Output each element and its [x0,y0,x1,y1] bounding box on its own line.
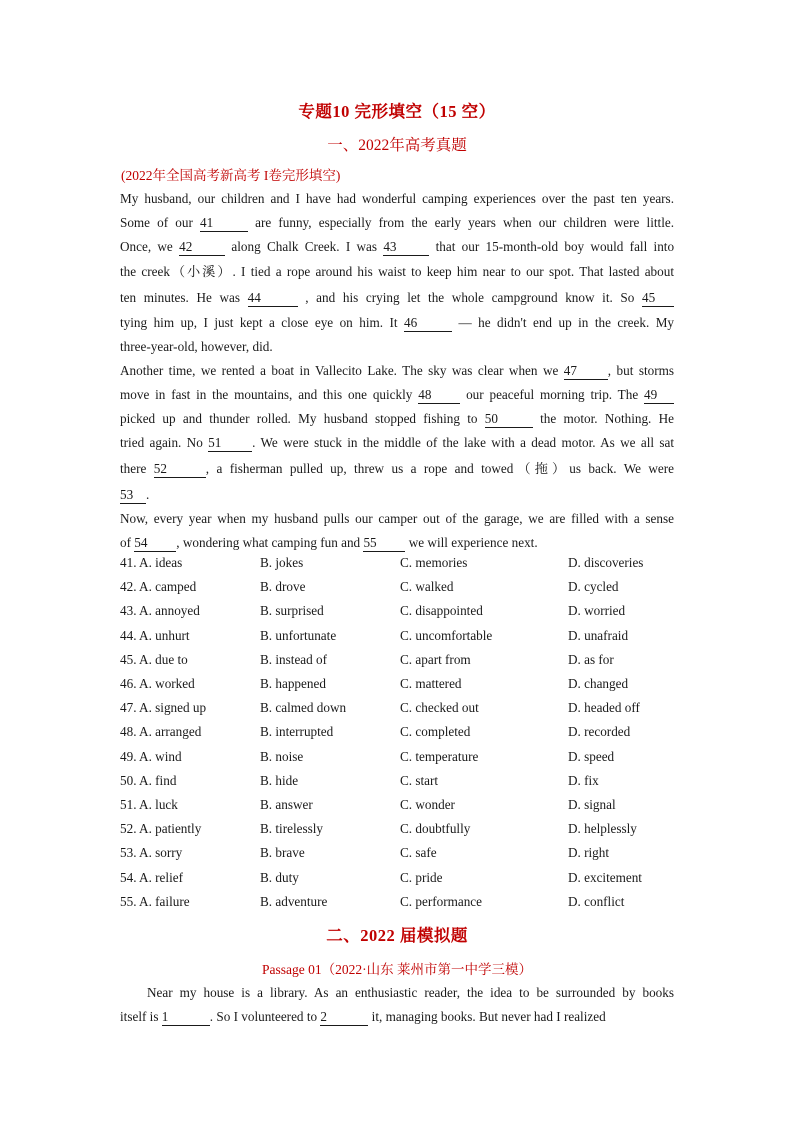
option-choice-d[interactable]: D. excitement [568,869,642,885]
option-choice-d[interactable]: D. discoveries [568,555,644,570]
page-title: 专题10 完形填空（15 空） [298,102,496,121]
option-choice-c[interactable]: C. wonder [400,797,455,812]
section-heading-mock-exam: 二、2022 届模拟题 [326,926,468,945]
option-choice-a[interactable]: 42. A. camped [120,579,197,595]
option-choice-b[interactable]: B. brave [260,845,305,861]
text-span: three-year-old, however, did. [120,339,273,354]
option-choice-c[interactable]: C. apart from [400,651,471,667]
text-span: My husband, our children and I have had wonderful camping experiences over the past ten years. [120,191,674,206]
option-row [120,652,680,676]
option-choice-c[interactable]: C. performance [400,893,483,909]
paragraph-line [120,483,674,508]
text-span: the creek（小溪）. I tied a rope around his waist to keep him near to our spot. That lasted about [120,264,674,279]
option-choice-d[interactable]: D. headed off [568,700,640,716]
option-choice-d[interactable]: D. helplessly [568,821,637,837]
option-choice-c[interactable]: C. uncomfortable [400,627,493,643]
paragraph-line [120,1005,674,1030]
option-choice-d[interactable]: D. conflict [568,893,625,909]
option-choice-d[interactable]: D. recorded [568,724,631,740]
option-choice-b[interactable]: B. interrupted [260,724,334,740]
paragraph-line [120,457,674,482]
paragraph-line [120,383,674,408]
text-span: Near my house is a library. As an enthusiastic reader, the idea to be surrounded by books [147,985,674,1000]
text-span: , and his crying let the whole campground know it. So [305,290,635,305]
option-choice-b[interactable]: B. tirelessly [260,821,324,837]
option-choice-c[interactable]: C. start [400,772,439,788]
option-choice-a[interactable]: 46. A. worked [120,676,195,691]
option-choice-a[interactable]: 45. A. due to [120,651,188,667]
option-row [120,797,680,821]
option-row [120,845,680,869]
paragraph-line [120,507,674,532]
option-choice-b[interactable]: B. instead of [260,651,328,667]
blank-42[interactable]: 42 [179,239,225,256]
option-row [120,749,680,773]
option-choice-a[interactable]: 52. A. patiently [120,821,202,837]
paragraph-line [120,187,674,212]
text-span: tried again. No [120,435,203,450]
option-choice-a[interactable]: 43. A. annoyed [120,603,200,619]
blank-54[interactable]: 54 [134,535,176,552]
text-span: we will experience next. [408,535,538,550]
option-row [120,821,680,845]
option-row [120,894,680,918]
option-choice-a[interactable]: 49. A. wind [120,748,182,764]
blank-44[interactable]: 44 [248,290,298,307]
text-span: . We were stuck in the middle of the lake with a dead motor. As we all sat [252,435,675,450]
paragraph-line [120,531,674,556]
option-choice-a[interactable]: 53. A. sorry [120,845,183,861]
text-span: Some of our [120,215,193,230]
blank-45[interactable]: 45 [642,290,674,307]
option-choice-b[interactable]: B. calmed down [260,700,347,716]
blank-51[interactable]: 51 [208,435,252,452]
text-span: Once, we [120,239,173,254]
text-span: Now, every year when my husband pulls our camper out of the garage, we are filled with a sense [120,511,674,526]
text-span: our peaceful morning trip. The [466,387,639,402]
option-choice-d[interactable]: D. cycled [568,579,619,595]
section-heading-real-exam: 一、2022年高考真题 [327,137,467,154]
option-choice-b[interactable]: B. surprised [260,603,324,619]
option-choice-b[interactable]: B. adventure [260,893,328,909]
text-span: there [120,461,147,476]
blank-41[interactable]: 41 [200,215,248,232]
paragraph-line [120,311,674,336]
text-span: that our 15-month-old boy would fall into [435,239,675,254]
text-span: — he didn't end up in the creek. My [458,315,675,330]
option-row [120,628,680,652]
blank-48[interactable]: 48 [418,387,460,404]
text-span: Another time, we rented a boat in Vallecito Lake. The sky was clear when we [120,363,559,378]
paragraph-line [120,335,674,360]
option-row [120,676,680,700]
option-choice-c[interactable]: C. mattered [400,676,462,691]
option-row [120,724,680,748]
option-choice-c[interactable]: C. temperature [400,748,479,764]
blank-46[interactable]: 46 [404,315,452,332]
blank-49[interactable]: 49 [644,387,674,404]
option-choice-c[interactable]: C. memories [400,555,468,570]
paragraph-line [120,260,674,285]
option-row [120,700,680,724]
paragraph-line [120,431,674,456]
option-choice-d[interactable]: D. worried [568,603,626,619]
blank-55[interactable]: 55 [363,535,405,552]
exam-source-label: (2022年全国高考新高考 I卷完形填空) [121,168,341,183]
passage-source-label: Passage 01（2022·山东 莱州市第一中学三模） [262,962,532,977]
option-choice-c[interactable]: C. disappointed [400,603,483,619]
option-choice-b[interactable]: B. unfortunate [260,627,337,643]
option-choice-a[interactable]: 41. A. ideas [120,555,183,570]
option-row [120,773,680,797]
paragraph-line [120,286,674,311]
option-choice-a[interactable]: 44. A. unhurt [120,627,190,643]
blank-52[interactable]: 52 [154,461,206,478]
option-choice-c[interactable]: C. walked [400,579,454,595]
text-span: ten minutes. He was [120,290,240,305]
text-span: , but storms [607,363,674,378]
option-choice-a[interactable]: 48. A. arranged [120,724,202,740]
text-span: are funny, especially from the early years when our children were little. [255,215,675,230]
option-choice-b[interactable]: B. drove [260,579,306,595]
paragraph-line [120,981,674,1006]
option-choice-d[interactable]: D. changed [568,676,629,691]
text-span: it, managing books. But never had I realized [371,1009,606,1024]
text-span: move in fast in the mountains, and this one quickly [120,387,413,402]
option-choice-b[interactable]: B. duty [260,869,299,885]
option-choice-d[interactable]: D. speed [568,748,615,764]
text-span: picked up and thunder rolled. My husband stopped fishing to [120,411,478,426]
option-row [120,579,680,603]
text-span: . So I volunteered to [209,1009,318,1024]
option-choice-b[interactable]: B. noise [260,748,304,764]
blank-43[interactable]: 43 [383,239,429,256]
text-span: , a fisherman pulled up, threw us a rope and towed（拖）us back. We were [205,461,675,476]
blank-53[interactable]: 53 [120,487,146,504]
paragraph-line [120,211,674,236]
option-choice-a[interactable]: 54. A. relief [120,869,183,885]
option-choice-a[interactable]: 55. A. failure [120,893,190,909]
option-choice-d[interactable]: D. unafraid [568,627,629,643]
text-span: the motor. Nothing. He [540,411,675,426]
option-choice-c[interactable]: C. pride [400,869,443,885]
paragraph-line [120,235,674,260]
option-choice-d[interactable]: D. right [568,845,610,861]
text-span: itself is [120,1009,159,1024]
option-choice-b[interactable]: B. hide [260,772,299,788]
option-choice-a[interactable]: 50. A. find [120,772,177,788]
text-span: , wondering what camping fun and [176,535,361,550]
option-choice-d[interactable]: D. as for [568,651,614,667]
option-row [120,603,680,627]
option-choice-a[interactable]: 51. A. luck [120,797,178,812]
option-choice-c[interactable]: C. checked out [400,700,479,716]
option-choice-b[interactable]: B. happened [260,676,326,691]
text-span: of [120,535,131,550]
option-choice-b[interactable]: B. answer [260,797,313,812]
option-choice-c[interactable]: C. completed [400,724,471,740]
blank-50[interactable]: 50 [485,411,533,428]
blank-2[interactable]: 2 [320,1009,368,1026]
option-row [120,870,680,894]
text-span: along Chalk Creek. I was [231,239,378,254]
option-choice-c[interactable]: C. doubtfully [400,821,471,837]
option-choice-a[interactable]: 47. A. signed up [120,700,207,716]
paragraph-line [120,359,674,384]
option-choice-b[interactable]: B. jokes [260,555,304,570]
blank-47[interactable]: 47 [564,363,608,380]
paragraph-line [120,407,674,432]
text-span: . [146,487,150,502]
option-row [120,555,680,579]
text-span: tying him up, I just kept a close eye on him. It [120,315,398,330]
option-choice-d[interactable]: D. fix [568,772,599,788]
option-choice-c[interactable]: C. safe [400,845,437,861]
option-choice-d[interactable]: D. signal [568,797,616,812]
blank-1[interactable]: 1 [162,1009,210,1026]
